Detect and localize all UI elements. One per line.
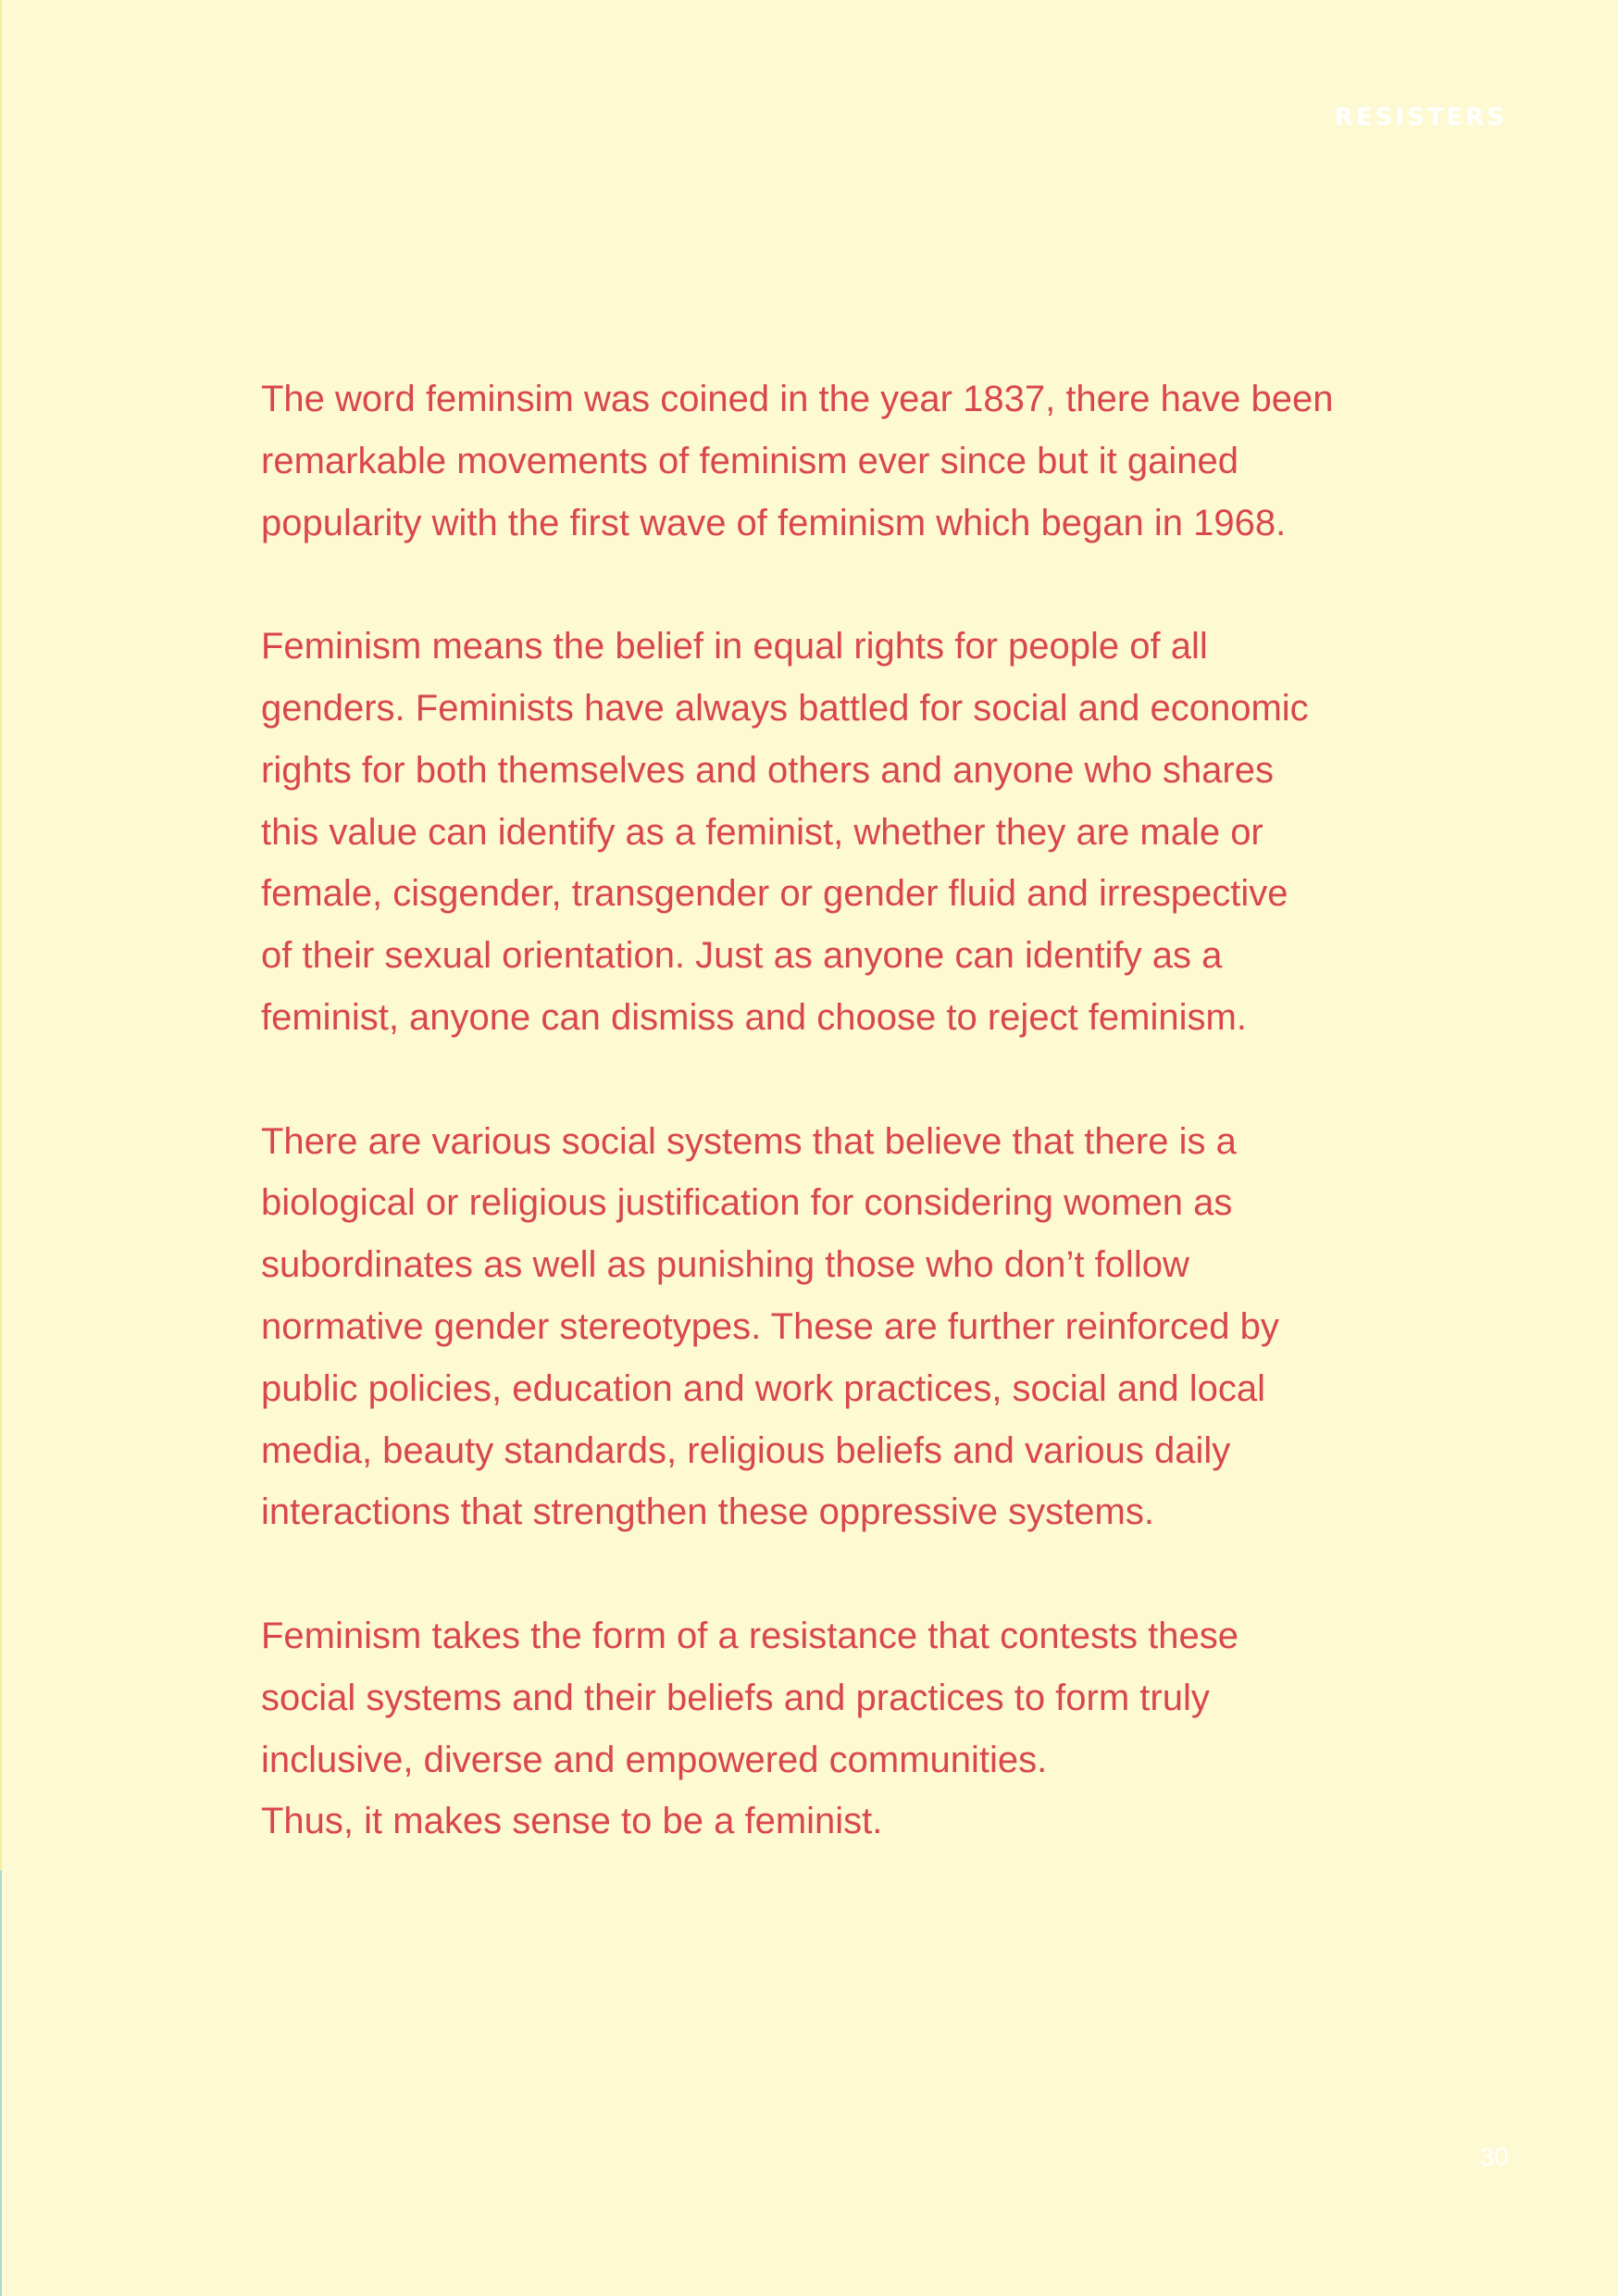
page-edge-line-accent <box>0 1870 2 2296</box>
page-number: 30 <box>1479 2142 1509 2171</box>
running-header: RESISTERS <box>1334 104 1507 131</box>
paragraph-1: The word feminsim was coined in the year 1837, there have been remarkable movements of feminism ever since but it gained popularity with the first wave of feminism which began in 1968. <box>261 379 1334 543</box>
paragraph-4: Feminism takes the form of a resistance that contests these social systems and their beliefs and practices to form truly inclusive, diverse and empowered communities. Thus, it makes sense to be a feminist. <box>261 1615 1239 1842</box>
paragraph-3: There are various social systems that believe that there is a biological or religious justification for considering women as subordinates as well as punishing those who don’t follow normative gender stereotypes. These are further reinforced by public policies, education and work practices, social and local media, beauty standards, religious beliefs and various daily interactions that strengthen these oppressive systems. <box>261 1120 1279 1533</box>
body-text <box>261 368 1409 1853</box>
paragraph-2: Feminism means the belief in equal rights for people of all genders. Feminists have always battled for social and economic rights for both themselves and others and anyone who shares this value can identify as a feminist, whether they are male or female, cisgender, transgender or gender fluid and irrespective of their sexual orientation. Just as anyone can identify as a feminist, anyone can dismiss and choose to reject feminism. <box>261 626 1309 1038</box>
